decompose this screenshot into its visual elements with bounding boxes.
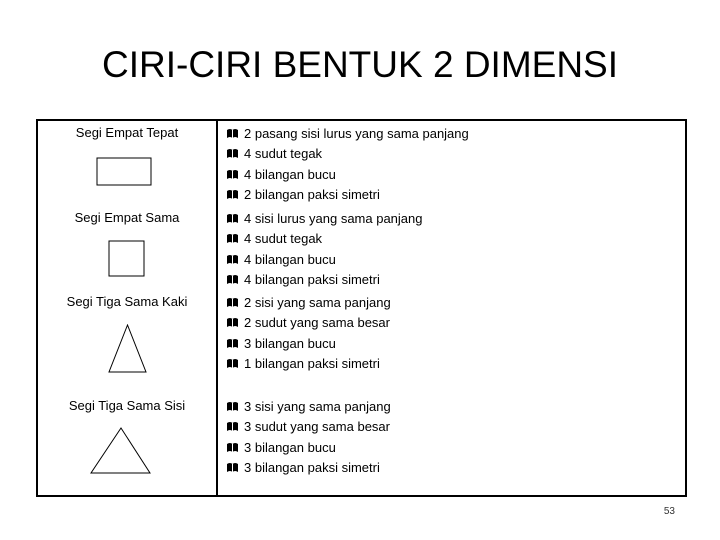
list-item: 4 sisi lurus yang sama panjang (226, 209, 423, 229)
table-row-isosceles (38, 290, 685, 394)
list-item: 2 pasang sisi lurus yang sama panjang (226, 124, 469, 144)
table-row-rectangle (38, 121, 685, 206)
book-bullet-icon (226, 357, 239, 370)
book-bullet-icon (226, 168, 239, 181)
list-item: 3 bilangan bucu (226, 334, 391, 354)
isosceles-triangle-icon (108, 324, 148, 374)
list-item: 1 bilangan paksi simetri (226, 354, 391, 374)
list-item: 2 bilangan paksi simetri (226, 185, 469, 205)
page-number: 53 (663, 506, 675, 517)
shape-name: Segi Empat Tepat (75, 125, 179, 140)
table-row-equilateral (38, 394, 685, 499)
list-item: 3 sudut yang sama besar (226, 417, 391, 437)
book-bullet-icon (226, 337, 239, 350)
shape-name: Segi Tiga Sama Sisi (68, 398, 186, 413)
list-item: 4 bilangan bucu (226, 165, 469, 185)
book-bullet-icon (226, 253, 239, 266)
list-item: 4 sudut tegak (226, 144, 469, 164)
book-bullet-icon (226, 441, 239, 454)
list-item: 4 bilangan bucu (226, 250, 423, 270)
property-list (226, 209, 423, 290)
list-item: 3 sisi yang sama panjang (226, 397, 391, 417)
book-bullet-icon (226, 316, 239, 329)
square-icon (108, 240, 146, 278)
rectangle-icon (96, 157, 152, 187)
book-bullet-icon (226, 296, 239, 309)
shape-properties-table (36, 119, 687, 497)
shape-name: Segi Tiga Sama Kaki (66, 294, 188, 309)
book-bullet-icon (226, 212, 239, 225)
table-row-square (38, 206, 685, 290)
list-item: 2 sisi yang sama panjang (226, 293, 391, 313)
book-bullet-icon (226, 147, 239, 160)
property-list (226, 124, 469, 205)
book-bullet-icon (226, 273, 239, 286)
book-bullet-icon (226, 127, 239, 140)
book-bullet-icon (226, 461, 239, 474)
list-item: 2 sudut yang sama besar (226, 313, 391, 333)
page-title: CIRI-CIRI BENTUK 2 DIMENSI (102, 44, 618, 85)
list-item: 3 bilangan paksi simetri (226, 458, 391, 478)
list-item: 3 bilangan bucu (226, 438, 391, 458)
book-bullet-icon (226, 188, 239, 201)
book-bullet-icon (226, 400, 239, 413)
list-item: 4 sudut tegak (226, 229, 423, 249)
list-item: 4 bilangan paksi simetri (226, 270, 423, 290)
equilateral-triangle-icon (90, 427, 152, 475)
book-bullet-icon (226, 420, 239, 433)
shape-name: Segi Empat Sama (74, 210, 180, 225)
book-bullet-icon (226, 232, 239, 245)
property-list (226, 293, 391, 374)
property-list (226, 397, 391, 478)
